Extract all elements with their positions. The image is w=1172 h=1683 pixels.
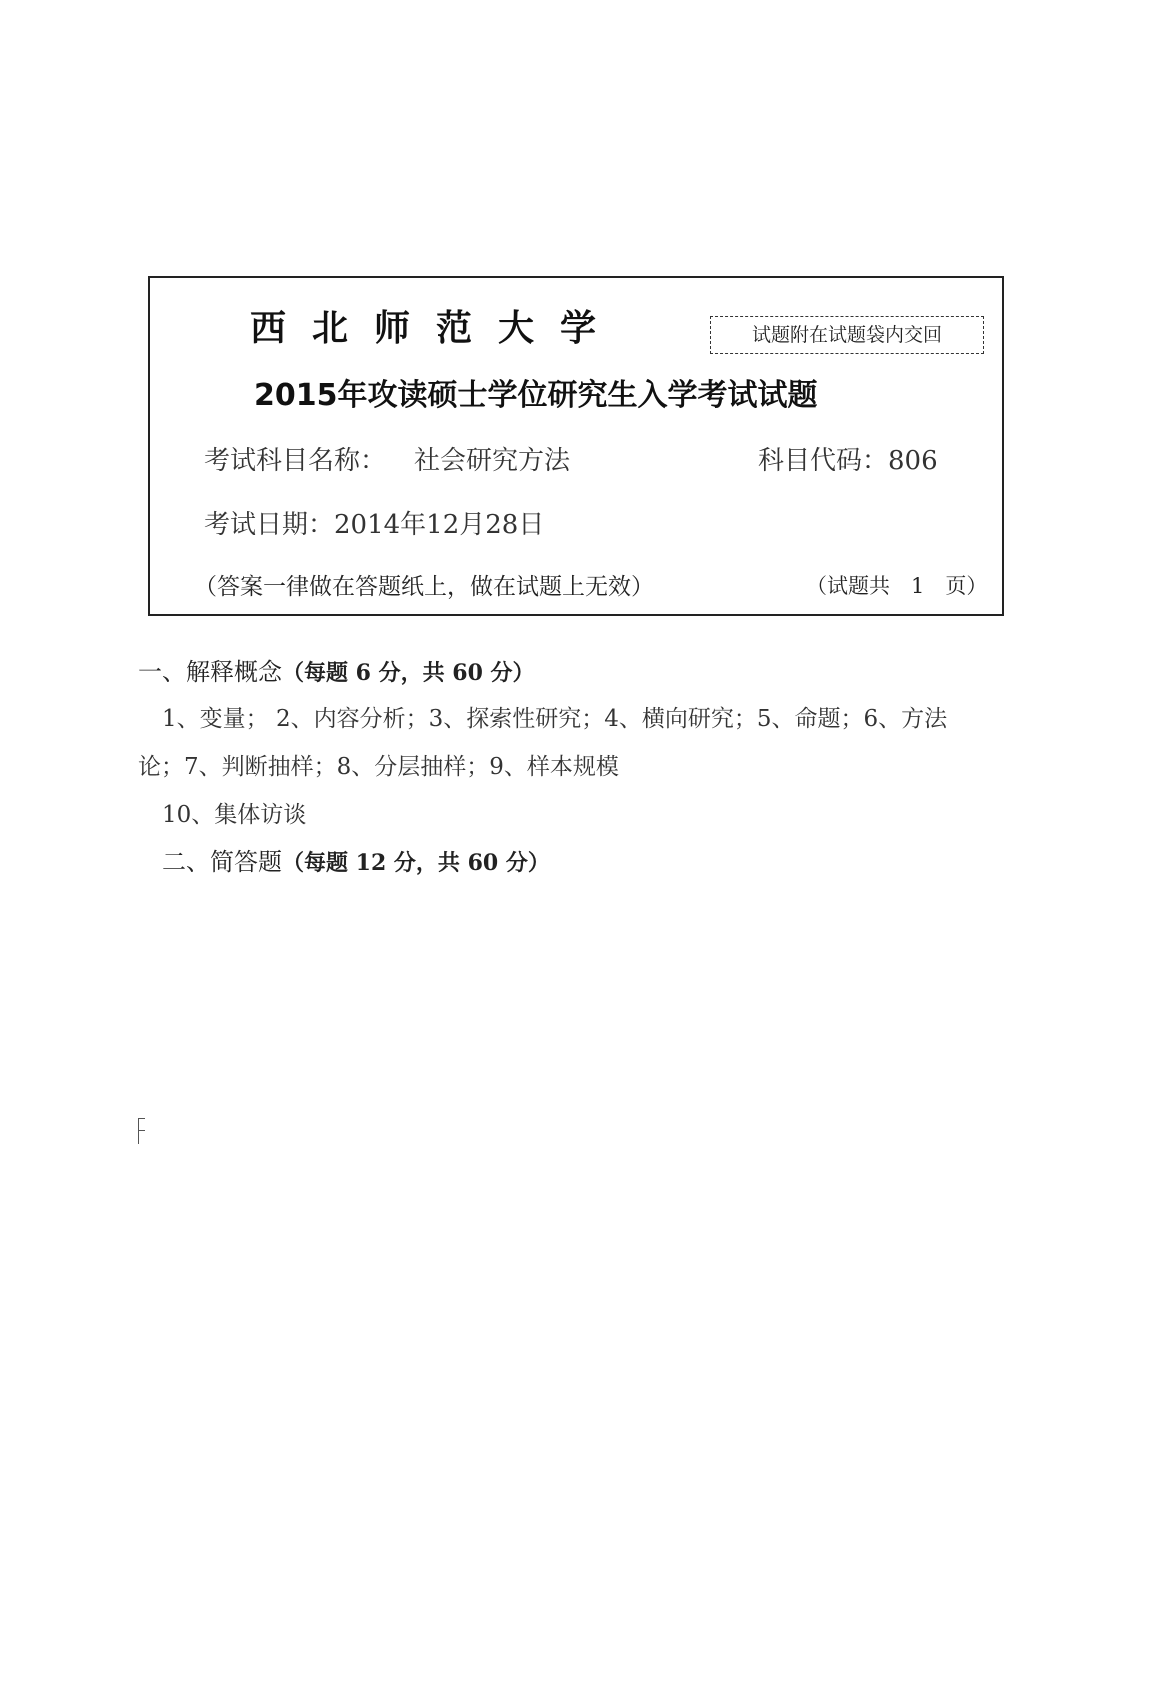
- section-2-heading: [162, 842, 550, 877]
- return-notice: 试题附在试题袋内交回: [710, 316, 984, 354]
- section-1-line-1: 1、变量； 2、内容分析；3、探索性研究；4、横向研究；5、命题；6、方法: [162, 706, 948, 732]
- section-1-line-3: 10、集体访谈: [162, 802, 307, 828]
- subject-code-line: [758, 440, 938, 477]
- subject-label: 考试科目名称：: [204, 446, 387, 476]
- answer-instruction: （答案一律做在答题纸上，做在试题上无效）: [194, 574, 654, 600]
- university-name: 西北师范大学: [250, 308, 623, 349]
- exam-title: 2015年攻读硕士学位研究生入学考试试题: [254, 378, 818, 413]
- subject-code-value: 806: [888, 446, 938, 476]
- section-1-title: 一、解释概念: [138, 658, 282, 686]
- section-1-heading: [138, 652, 535, 687]
- section-2-points: （每题 12 分，共 60 分）: [282, 850, 550, 876]
- binding-margin-mark: [138, 1118, 145, 1144]
- section-2-title: 二、简答题: [162, 848, 282, 876]
- section-1-line-2: 论；7、判断抽样；8、分层抽样；9、样本规模: [138, 754, 619, 780]
- subject-value: 社会研究方法: [414, 446, 571, 476]
- subject-code-label: 科目代码：: [758, 446, 889, 476]
- page-count: （试题共 1 页）: [806, 574, 988, 598]
- subject-line: [204, 440, 570, 477]
- exam-date-line: [204, 504, 544, 541]
- exam-date-value: 2014年12月28日: [334, 510, 545, 540]
- exam-header-box: [148, 276, 1004, 616]
- exam-date-label: 考试日期：: [204, 510, 335, 540]
- section-1-points: （每题 6 分，共 60 分）: [282, 660, 535, 686]
